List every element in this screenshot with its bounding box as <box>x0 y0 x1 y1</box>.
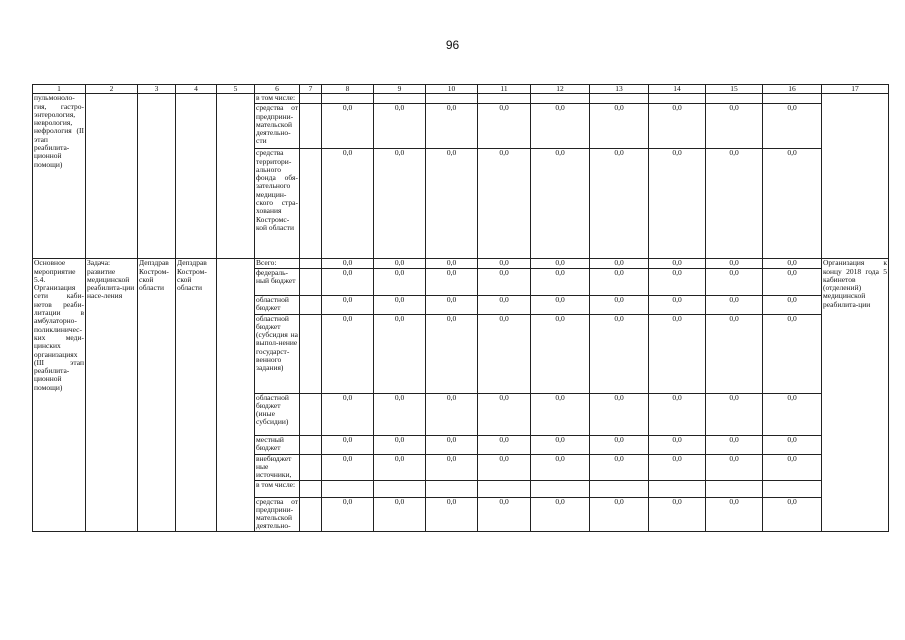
value-cell: 0,0 <box>649 104 706 149</box>
value-cell: 0,0 <box>478 393 531 435</box>
value-cell: 0,0 <box>590 393 649 435</box>
value-cell: 0,0 <box>426 497 478 531</box>
column-number-cell: 1 <box>33 85 86 94</box>
value-cell: 0,0 <box>531 497 590 531</box>
value-cell: 0,0 <box>322 295 374 314</box>
value-cell: 0,0 <box>706 268 763 295</box>
value-cell: 0,0 <box>706 454 763 480</box>
value-cell <box>763 94 822 104</box>
value-cell <box>706 480 763 497</box>
value-cell: 0,0 <box>590 454 649 480</box>
value-cell <box>426 480 478 497</box>
empty-cell <box>300 295 322 314</box>
value-cell: 0,0 <box>649 295 706 314</box>
value-cell <box>322 480 374 497</box>
funding-source-cell: федераль-ный бюджет <box>255 268 300 295</box>
event-name-cell: Основное мероприятие 5.4. Организация сети каби-нетов реаби-литации в амбулаторно-поликлиничес-ких меди-цинских организациях (III этап реабилита-ционной помощи) <box>33 259 86 531</box>
column-number-cell: 17 <box>822 85 889 94</box>
empty-cell <box>300 435 322 454</box>
value-cell: 0,0 <box>649 149 706 259</box>
value-cell: 0,0 <box>374 259 426 268</box>
value-cell: 0,0 <box>531 259 590 268</box>
value-cell: 0,0 <box>763 268 822 295</box>
value-cell: 0,0 <box>322 497 374 531</box>
value-cell: 0,0 <box>531 393 590 435</box>
value-cell: 0,0 <box>426 149 478 259</box>
value-cell: 0,0 <box>590 104 649 149</box>
value-cell <box>426 94 478 104</box>
value-cell: 0,0 <box>531 268 590 295</box>
value-cell: 0,0 <box>649 268 706 295</box>
column-number-cell: 14 <box>649 85 706 94</box>
value-cell: 0,0 <box>426 259 478 268</box>
empty-cell <box>217 94 255 259</box>
value-cell: 0,0 <box>763 497 822 531</box>
funding-source-cell: в том числе: <box>255 94 300 104</box>
value-cell: 0,0 <box>531 295 590 314</box>
value-cell <box>590 94 649 104</box>
empty-cell <box>300 104 322 149</box>
value-cell: 0,0 <box>478 435 531 454</box>
value-cell: 0,0 <box>590 149 649 259</box>
value-cell: 0,0 <box>590 435 649 454</box>
task-cell: Задача: развитие медицинской реабилита-ции насе-ления <box>86 259 138 531</box>
column-number-cell: 6 <box>255 85 300 94</box>
value-cell: 0,0 <box>763 454 822 480</box>
value-cell: 0,0 <box>706 435 763 454</box>
funding-source-cell: областной бюджет (иные субсидии) <box>255 393 300 435</box>
column-number-cell: 8 <box>322 85 374 94</box>
value-cell: 0,0 <box>322 454 374 480</box>
value-cell <box>374 94 426 104</box>
value-cell: 0,0 <box>590 268 649 295</box>
page-number: 96 <box>445 38 460 52</box>
value-cell: 0,0 <box>649 314 706 393</box>
funding-source-cell: в том числе: <box>255 480 300 497</box>
value-cell: 0,0 <box>706 149 763 259</box>
value-cell: 0,0 <box>763 435 822 454</box>
value-cell: 0,0 <box>478 295 531 314</box>
empty-cell <box>300 454 322 480</box>
value-cell: 0,0 <box>426 104 478 149</box>
value-cell <box>706 94 763 104</box>
value-cell: 0,0 <box>649 393 706 435</box>
funding-source-cell: местный бюджет <box>255 435 300 454</box>
value-cell: 0,0 <box>426 435 478 454</box>
header-row <box>33 85 889 94</box>
value-cell: 0,0 <box>763 314 822 393</box>
value-cell: 0,0 <box>706 295 763 314</box>
value-cell: 0,0 <box>374 104 426 149</box>
value-cell: 0,0 <box>322 104 374 149</box>
value-cell: 0,0 <box>374 149 426 259</box>
value-cell: 0,0 <box>763 104 822 149</box>
value-cell: 0,0 <box>531 314 590 393</box>
table-row <box>33 259 889 268</box>
value-cell: 0,0 <box>374 497 426 531</box>
column-number-cell: 12 <box>531 85 590 94</box>
value-cell <box>478 94 531 104</box>
empty-cell <box>217 259 255 531</box>
value-cell: 0,0 <box>478 454 531 480</box>
value-cell: 0,0 <box>478 149 531 259</box>
column-number-cell: 4 <box>176 85 217 94</box>
empty-cell <box>300 393 322 435</box>
column-number-cell: 11 <box>478 85 531 94</box>
value-cell: 0,0 <box>531 454 590 480</box>
column-number-cell: 10 <box>426 85 478 94</box>
column-number-cell: 16 <box>763 85 822 94</box>
value-cell: 0,0 <box>531 104 590 149</box>
budget-table <box>32 84 889 532</box>
coexecutor-cell: Депздрав Костром-ской области <box>176 259 217 531</box>
value-cell: 0,0 <box>374 268 426 295</box>
value-cell: 0,0 <box>478 104 531 149</box>
value-cell: 0,0 <box>649 497 706 531</box>
value-cell: 0,0 <box>763 295 822 314</box>
value-cell <box>763 480 822 497</box>
coexecutor-cell <box>176 94 217 259</box>
executor-cell <box>138 94 176 259</box>
funding-source-cell: Всего: <box>255 259 300 268</box>
empty-cell <box>300 259 322 268</box>
value-cell: 0,0 <box>706 497 763 531</box>
task-cell <box>86 94 138 259</box>
value-cell <box>649 480 706 497</box>
value-cell: 0,0 <box>426 295 478 314</box>
value-cell <box>531 480 590 497</box>
value-cell: 0,0 <box>590 295 649 314</box>
empty-cell <box>300 480 322 497</box>
value-cell: 0,0 <box>706 314 763 393</box>
result-cell: Организация к концу 2018 года 5 кабинетов (отделений) медицинской реабилита-ции <box>822 259 889 531</box>
value-cell: 0,0 <box>706 393 763 435</box>
funding-source-cell: средства от предприни-мательской деятельно-сти <box>255 104 300 149</box>
value-cell: 0,0 <box>706 104 763 149</box>
empty-cell <box>300 149 322 259</box>
value-cell: 0,0 <box>531 435 590 454</box>
value-cell: 0,0 <box>478 314 531 393</box>
value-cell: 0,0 <box>374 295 426 314</box>
column-number-cell: 9 <box>374 85 426 94</box>
value-cell: 0,0 <box>374 314 426 393</box>
value-cell: 0,0 <box>322 435 374 454</box>
value-cell: 0,0 <box>590 497 649 531</box>
value-cell: 0,0 <box>426 268 478 295</box>
value-cell: 0,0 <box>374 393 426 435</box>
value-cell: 0,0 <box>322 268 374 295</box>
value-cell: 0,0 <box>706 259 763 268</box>
value-cell <box>531 94 590 104</box>
value-cell: 0,0 <box>426 454 478 480</box>
value-cell: 0,0 <box>322 393 374 435</box>
value-cell: 0,0 <box>763 393 822 435</box>
value-cell: 0,0 <box>649 454 706 480</box>
column-number-cell: 2 <box>86 85 138 94</box>
result-cell <box>822 94 889 259</box>
value-cell: 0,0 <box>763 149 822 259</box>
funding-source-cell: областной бюджет <box>255 295 300 314</box>
funding-source-cell: областной бюджет (субсидия на выпол-нение государст-венного задания) <box>255 314 300 393</box>
empty-cell <box>300 314 322 393</box>
empty-cell <box>300 94 322 104</box>
value-cell: 0,0 <box>531 149 590 259</box>
funding-source-cell: средства от предприни-мательской деятельно- <box>256 497 298 531</box>
value-cell: 0,0 <box>763 259 822 268</box>
value-cell <box>478 480 531 497</box>
column-number-cell: 13 <box>590 85 649 94</box>
value-cell: 0,0 <box>374 454 426 480</box>
value-cell: 0,0 <box>426 393 478 435</box>
value-cell: 0,0 <box>590 259 649 268</box>
value-cell: 0,0 <box>478 259 531 268</box>
column-number-cell: 7 <box>300 85 322 94</box>
value-cell: 0,0 <box>426 314 478 393</box>
value-cell <box>374 480 426 497</box>
value-cell <box>590 480 649 497</box>
value-cell: 0,0 <box>590 314 649 393</box>
empty-cell <box>300 497 322 531</box>
value-cell: 0,0 <box>478 497 531 531</box>
value-cell: 0,0 <box>322 314 374 393</box>
column-number-cell: 3 <box>138 85 176 94</box>
value-cell <box>322 94 374 104</box>
empty-cell <box>300 268 322 295</box>
value-cell: 0,0 <box>322 259 374 268</box>
funding-source-cell: средства территори-ального фонда обя-зательного медицин-ского стра-хования Костромс-кой области <box>255 149 300 259</box>
executor-cell: Депздрав Костром-ской области <box>138 259 176 531</box>
value-cell: 0,0 <box>649 435 706 454</box>
column-number-cell: 5 <box>217 85 255 94</box>
value-cell: 0,0 <box>478 268 531 295</box>
event-name-cell: пульмоноло-гия, гастро-энтерология, неврология, нефрология (II этап реабилита-ционной помощи) <box>33 94 86 259</box>
funding-source-cell: внебюджет ные источники, <box>255 454 300 480</box>
value-cell: 0,0 <box>649 259 706 268</box>
value-cell <box>649 94 706 104</box>
value-cell: 0,0 <box>374 435 426 454</box>
column-number-cell: 15 <box>706 85 763 94</box>
table-row <box>33 94 889 104</box>
value-cell: 0,0 <box>322 149 374 259</box>
